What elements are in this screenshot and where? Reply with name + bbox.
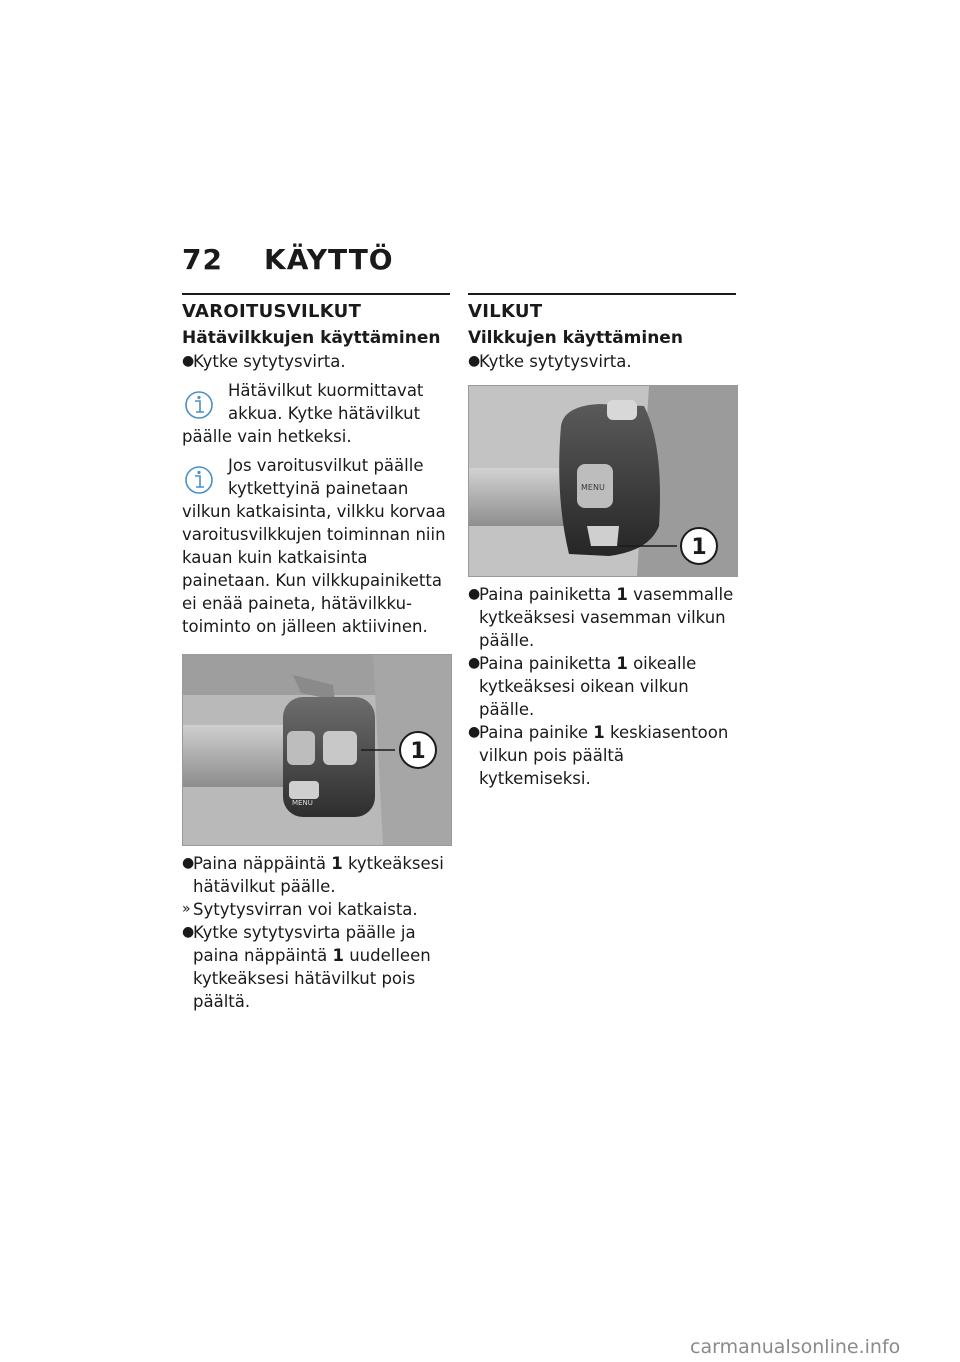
step-text: Paina painiketta	[479, 585, 617, 604]
section-title: VAROITUSVILKUT	[182, 301, 362, 322]
turn-signal-figure	[468, 385, 738, 577]
hazard-switch-figure	[182, 654, 452, 846]
subsection-title: Vilkkujen käyttäminen	[468, 328, 683, 348]
callout-ref: 1	[616, 654, 628, 673]
right-column	[468, 293, 736, 790]
step-text: Kytke sytytysvirta.	[193, 352, 346, 371]
list-item	[468, 350, 736, 373]
bullet-marker: ●	[468, 353, 481, 369]
page-title: KÄYTTÖ	[264, 243, 394, 276]
handlebar-illustration	[469, 386, 737, 576]
step-text: oikealle kytkeäksesi oikean vilkun päälle.	[479, 654, 697, 719]
info-icon	[184, 464, 214, 496]
page-number: 72	[182, 243, 223, 276]
bullet-marker: ●	[468, 586, 481, 602]
callout-ref: 1	[332, 946, 344, 965]
list-item	[182, 852, 450, 898]
info-note	[182, 454, 450, 638]
section-divider	[468, 293, 736, 295]
figure-callout-label: 1	[410, 739, 426, 764]
note-text: Jos varoitusvilkut päälle kytkettyinä painetaan vilkun katkaisinta, vilkku korvaa varoitusvilkkujen toiminnan niin kauan kuin katkaisinta painetaan. Kun vilkkupainiketta ei enää paineta, hätävilkku-toiminto on jälleen aktiivinen.	[182, 456, 446, 636]
bullet-marker: ●	[468, 724, 481, 740]
step-text: keskiasentoon vilkun pois päältä kytkemiseksi.	[479, 723, 729, 788]
step-text: Kytke sytytysvirta päälle ja paina näppäintä	[193, 923, 416, 965]
list-item	[182, 921, 450, 1013]
result-item	[182, 898, 450, 921]
step-text: Paina painike	[479, 723, 594, 742]
watermark: carmanualsonline.info	[690, 1336, 901, 1358]
step-text: kytkeäksesi hätävilkut päälle.	[193, 854, 444, 896]
step-text: vasemmalle kytkeäksesi vasemman vilkun päälle.	[479, 585, 734, 650]
section-divider	[182, 293, 450, 295]
list-item	[468, 652, 736, 721]
list-item	[182, 350, 450, 373]
menu-label: MENU	[292, 799, 313, 807]
callout-ref: 1	[593, 723, 605, 742]
result-marker: »	[182, 901, 191, 917]
handlebar-illustration	[183, 655, 451, 845]
result-text: Sytytysvirran voi katkaista.	[193, 900, 418, 919]
bullet-marker: ●	[182, 855, 195, 871]
bullet-marker: ●	[182, 924, 195, 940]
figure-callout-label: 1	[691, 535, 707, 560]
callout-ref: 1	[331, 854, 343, 873]
list-item	[468, 583, 736, 652]
left-column	[182, 293, 450, 1013]
bullet-marker: ●	[182, 353, 195, 369]
note-text: Hätävilkut kuormittavat akkua. Kytke hätävilkut päälle vain hetkeksi.	[182, 381, 424, 446]
list-item	[468, 721, 736, 790]
step-text: uudelleen kytkeäksesi hätävilkut pois päältä.	[193, 946, 431, 1011]
step-text: Paina näppäintä	[193, 854, 332, 873]
page-header	[182, 243, 394, 276]
info-note	[182, 379, 450, 448]
subsection-title: Hätävilkkujen käyttäminen	[182, 328, 441, 348]
menu-label: MENU	[581, 483, 605, 492]
info-icon	[184, 389, 214, 421]
callout-ref: 1	[616, 585, 628, 604]
step-text: Kytke sytytysvirta.	[479, 352, 632, 371]
step-text: Paina painiketta	[479, 654, 617, 673]
section-title: VILKUT	[468, 301, 543, 322]
bullet-marker: ●	[468, 655, 481, 671]
